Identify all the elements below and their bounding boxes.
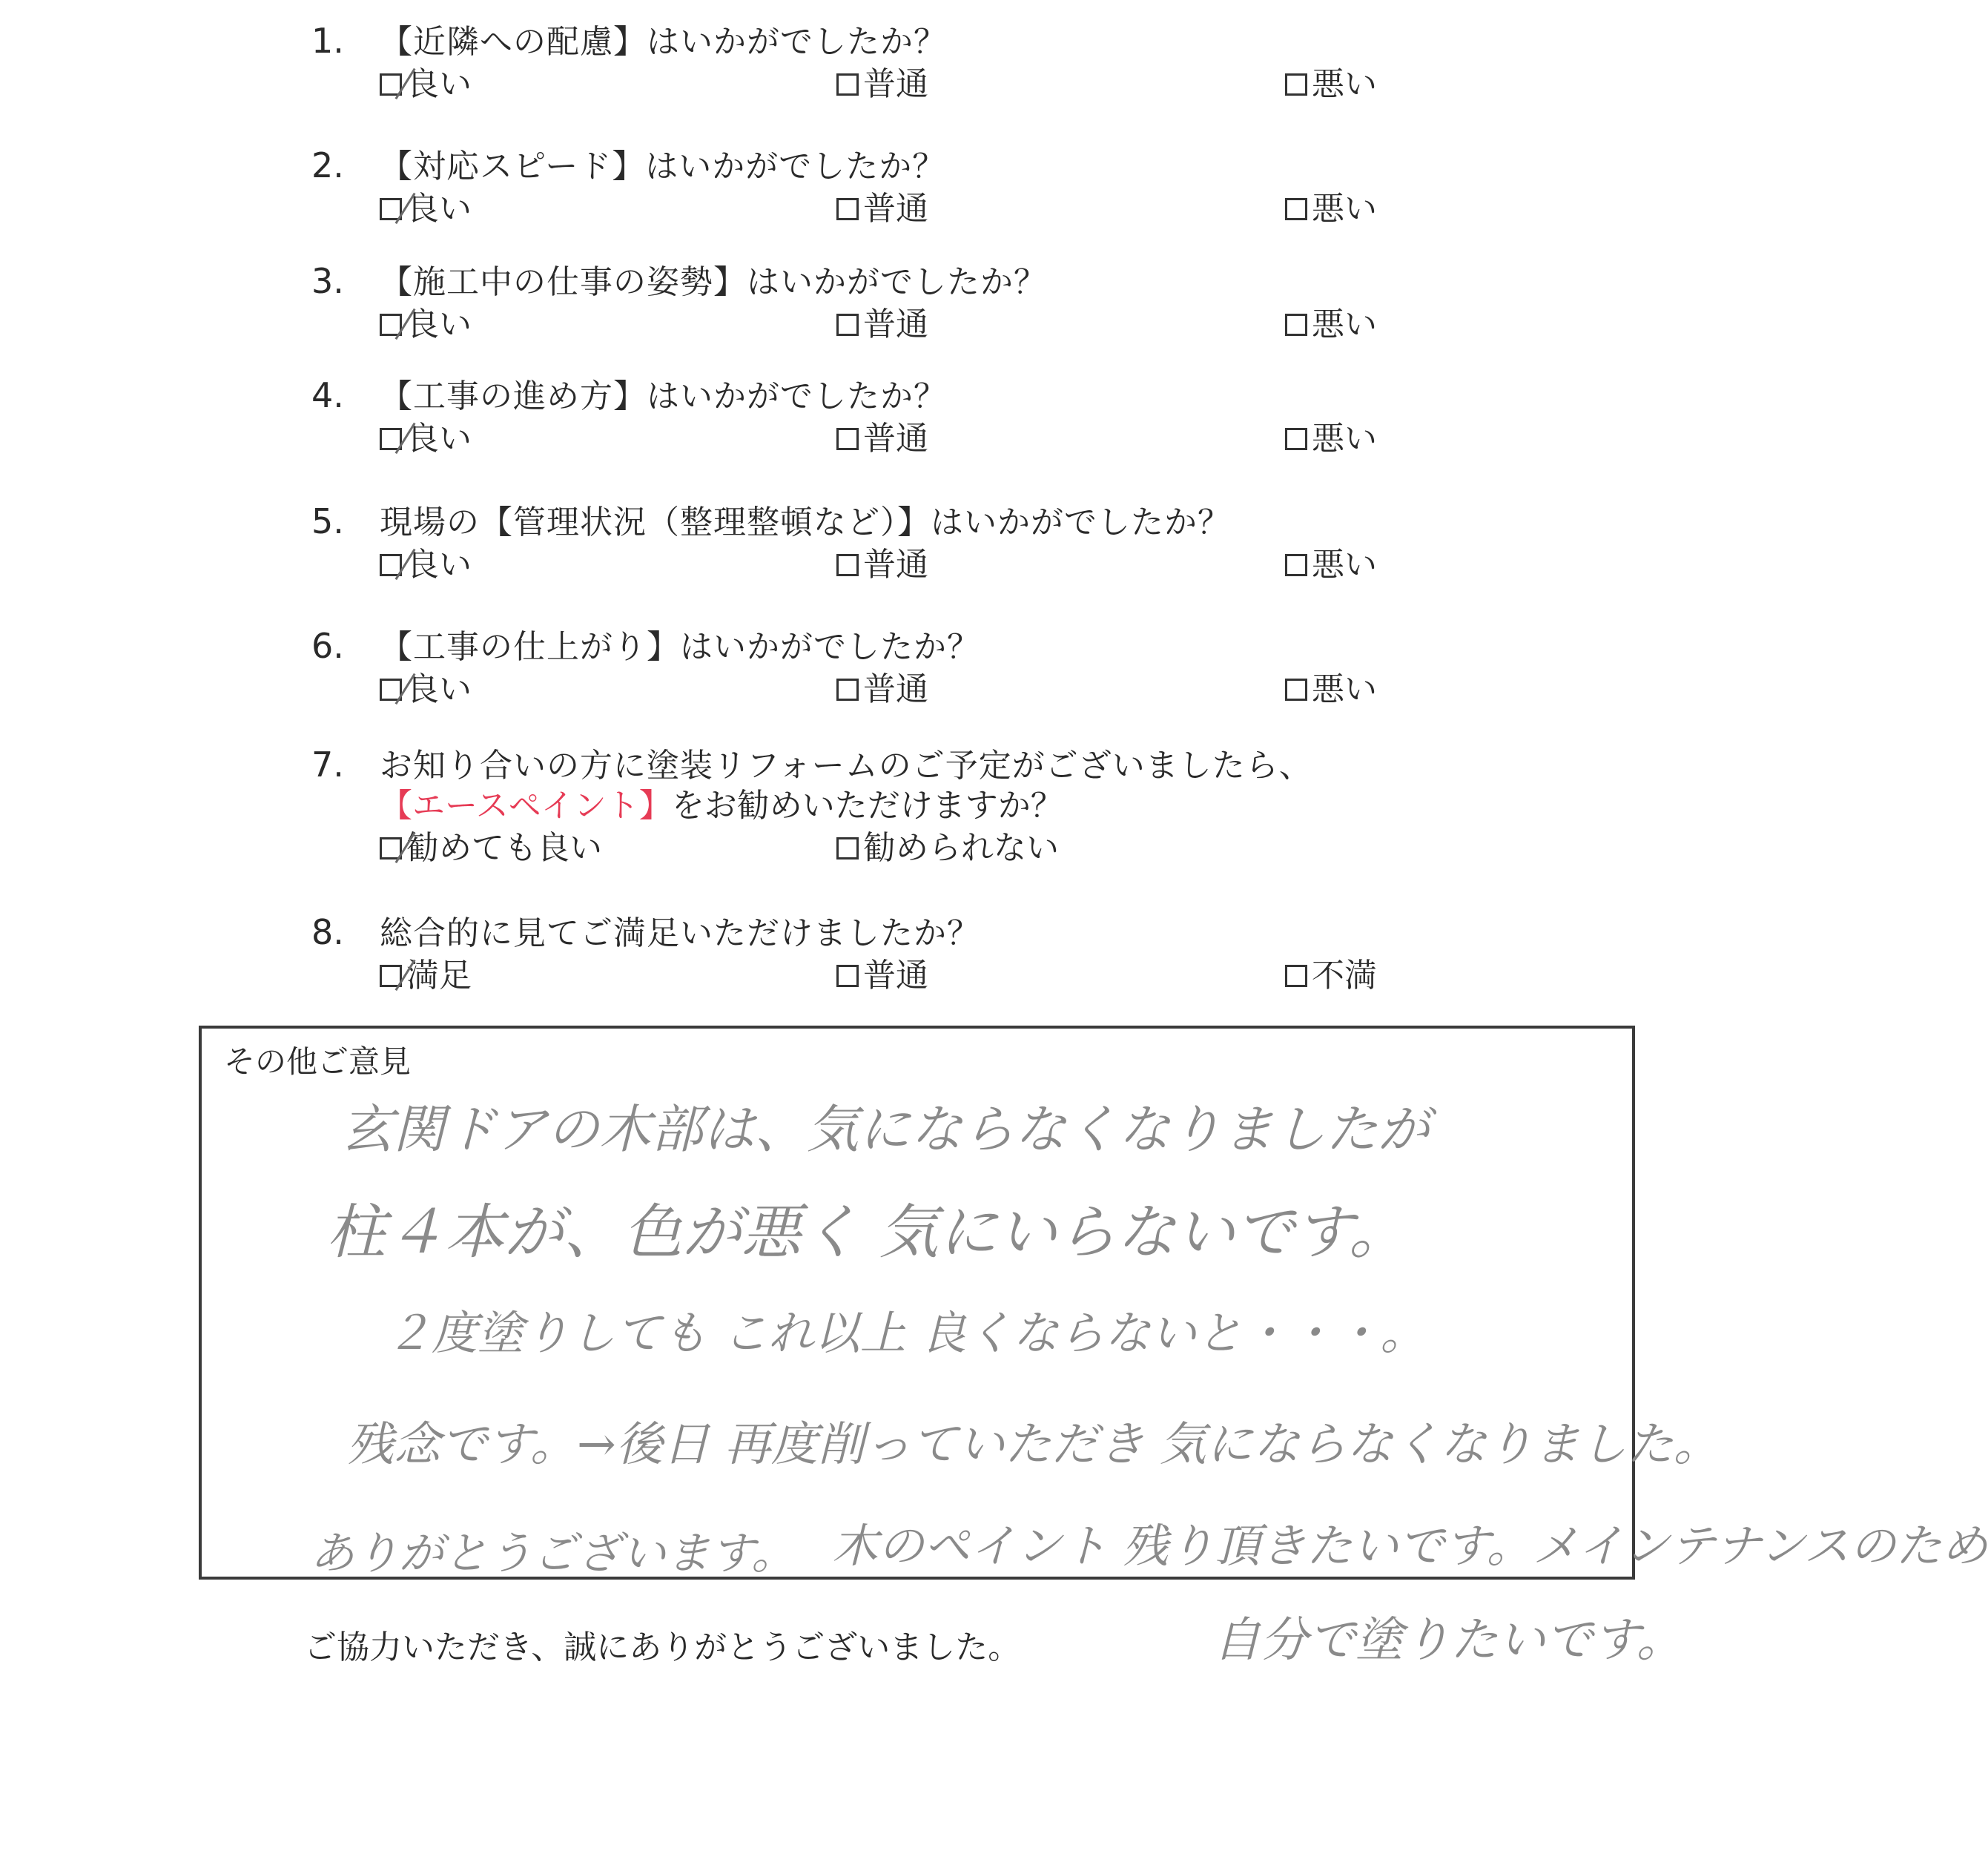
option-label: 満足 [406,957,472,994]
option-average[interactable] [836,669,928,710]
checkbox-checked[interactable] [380,837,402,859]
option-label: 悪い [1312,420,1377,458]
question-number: 5. [311,501,344,541]
question-6-text [311,626,980,667]
question-number: 1. [311,21,344,61]
checkbox-checked[interactable] [380,428,402,450]
option-label: 不満 [1312,957,1377,994]
option-label: 普通 [863,957,928,994]
question-7 [311,745,1312,872]
option-label: 普通 [863,306,928,343]
question-5-options [311,544,1377,589]
question-3-text [311,261,1047,303]
option-label: 普通 [863,420,928,458]
option-average[interactable] [836,304,928,346]
question-3-options [311,304,1377,349]
option-bad[interactable] [1285,418,1377,460]
checkbox[interactable] [836,73,859,96]
handwritten-comment-line-2: 柱４本が、色が悪く 気にいらないです。 [326,1198,1409,1267]
checkbox-checked[interactable] [380,73,402,96]
checkbox[interactable] [1285,198,1307,220]
handwritten-comment-line-3: ２度塗りしても これ以上 良くならないと・・・。 [386,1306,1427,1360]
question-1-options [311,64,1377,108]
option-label: 良い [406,420,472,458]
question-label: 現場の【管理状況（整理整頓など）】はいかがでしたか？ [380,504,1231,541]
handwritten-comment-line-7: 自分で塗りたいです。 [1213,1613,1684,1668]
option-label: 良い [406,190,472,228]
option-bad[interactable] [1285,544,1377,586]
question-1-text [311,21,947,62]
option-label: 良い [406,65,472,103]
question-4 [311,375,1377,463]
option-label: 良い [406,670,472,708]
option-good[interactable] [380,544,472,586]
question-label: 【工事の仕上がり】はいかがでしたか？ [380,628,980,666]
question-2-options [311,188,1377,233]
option-recommend[interactable] [380,828,602,869]
option-label: 普通 [863,670,928,708]
option-not-recommend[interactable] [836,828,1059,869]
checkbox[interactable] [836,198,859,220]
checkbox[interactable] [1285,73,1307,96]
option-average[interactable] [836,418,928,460]
option-average[interactable] [836,955,928,997]
question-4-options [311,418,1377,463]
question-number: 7. [311,745,344,785]
question-number: 2. [311,145,344,185]
option-bad[interactable] [1285,669,1377,710]
question-7-options [311,828,1312,872]
question-2-text [311,145,945,187]
question-6-options [311,669,1377,713]
option-average[interactable] [836,188,928,230]
question-5-text [311,501,1231,543]
option-label: 良い [406,546,472,584]
question-number: 6. [311,626,344,666]
checkbox-checked[interactable] [380,554,402,576]
checkbox[interactable] [836,554,859,576]
checkbox[interactable] [836,679,859,701]
checkbox-checked[interactable] [380,965,402,987]
checkbox[interactable] [1285,965,1307,987]
question-label: 【近隣への配慮】はいかがでしたか？ [380,23,947,61]
option-good[interactable] [380,669,472,710]
option-dissatisfied[interactable] [1285,955,1377,997]
handwritten-comment-line-6: 木のペイント 残り頂きたいです。メインテナンスのため [832,1519,1988,1573]
question-label: 【施工中の仕事の姿勢】はいかがでしたか？ [380,263,1047,301]
comments-label: その他ご意見 [224,1043,412,1080]
question-number: 4. [311,375,344,415]
question-5 [311,501,1377,589]
option-label: 悪い [1312,546,1377,584]
option-label: 悪い [1312,190,1377,228]
question-7-text [311,745,1312,786]
checkbox[interactable] [1285,314,1307,336]
question-number: 8. [311,912,344,952]
checkbox[interactable] [836,428,859,450]
question-8-options [311,955,1377,1000]
option-label: 悪い [1312,670,1377,708]
question-label: 【工事の進め方】はいかがでしたか？ [380,377,947,415]
checkbox[interactable] [836,965,859,987]
thank-you-message: ご協力いただき、誠にありがとうございました。 [304,1629,1021,1666]
question-3 [311,261,1377,349]
option-label: 勧められない [863,829,1059,867]
option-good[interactable] [380,188,472,230]
option-good[interactable] [380,418,472,460]
option-good[interactable] [380,304,472,346]
option-bad[interactable] [1285,64,1377,105]
checkbox[interactable] [1285,554,1307,576]
checkbox-checked[interactable] [380,198,402,220]
option-good[interactable] [380,64,472,105]
option-average[interactable] [836,64,928,105]
option-label: 普通 [863,190,928,228]
checkbox[interactable] [836,837,859,859]
question-2 [311,145,1377,233]
option-label: 普通 [863,546,928,584]
option-bad[interactable] [1285,188,1377,230]
question-label-continued: をお勧めいただけますか？ [671,787,1063,825]
handwritten-comment-line-1: 玄関ドアの木部は、気にならなくなりましたが [341,1099,1430,1160]
checkbox[interactable] [836,314,859,336]
question-label: 総合的に見てご満足いただけましたか？ [380,914,980,952]
handwritten-comment-line-5: ありがとうございます。 [310,1528,796,1580]
question-8-text [311,912,980,954]
question-1 [311,21,1377,108]
question-6 [311,626,1377,713]
checkbox-checked[interactable] [380,679,402,701]
question-label: お知り合いの方に塗装リフォームのご予定がございましたら、 [380,747,1312,785]
company-name: 【エースペイント】 [380,787,672,825]
checkbox[interactable] [1285,428,1307,450]
question-number: 3. [311,261,344,301]
option-satisfied[interactable] [380,955,472,997]
checkbox-checked[interactable] [380,314,402,336]
option-label: 悪い [1312,306,1377,343]
option-label: 悪い [1312,65,1377,103]
option-average[interactable] [836,544,928,586]
option-label: 普通 [863,65,928,103]
question-8 [311,912,1377,1000]
option-label: 良い [406,306,472,343]
option-bad[interactable] [1285,304,1377,346]
option-label: 勧めても良い [406,829,602,867]
handwritten-comment-line-4: 残念です。→後日 再度削っていただき 気にならなくなりました。 [347,1417,1720,1471]
checkbox[interactable] [1285,679,1307,701]
question-4-text [311,375,947,417]
question-7-text-line2 [311,786,1312,826]
question-label: 【対応スピード】はいかがでしたか？ [380,148,946,185]
